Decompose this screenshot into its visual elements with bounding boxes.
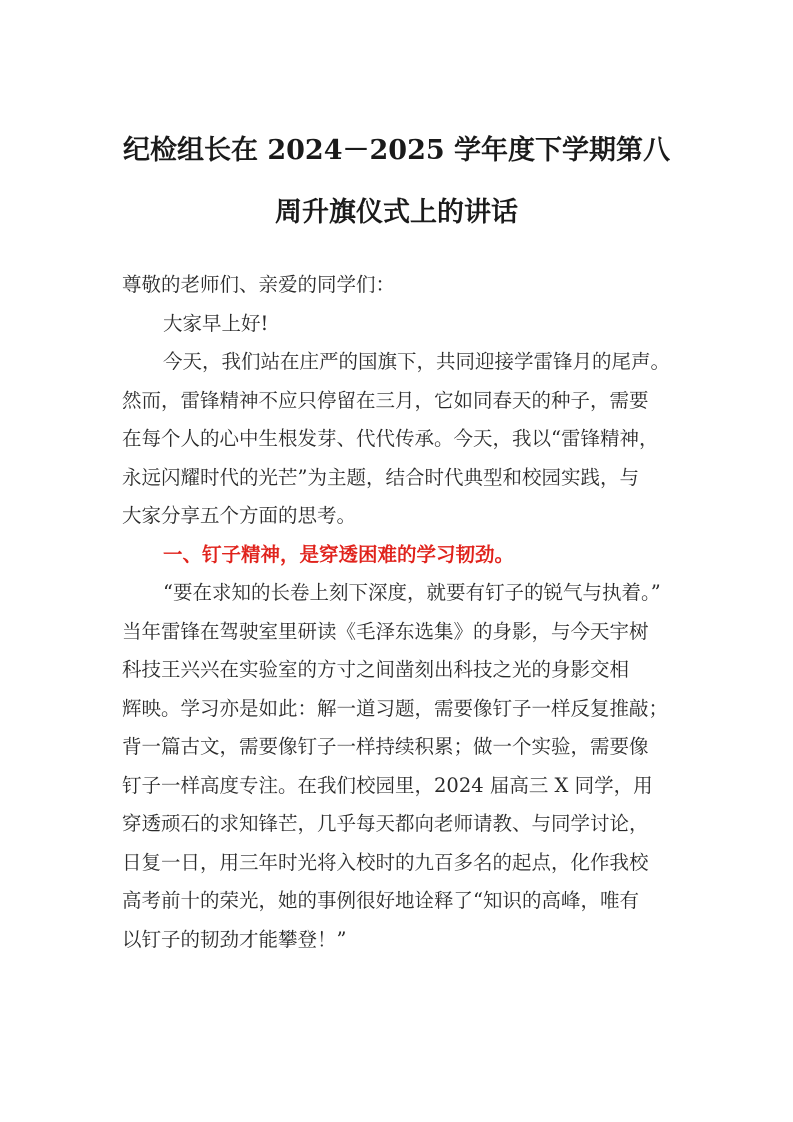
- section-line: 钉子一样高度专注。在我们校园里，2024 届高三 X 同学，用: [122, 773, 653, 797]
- document-title-line-1: 纪检组长在 2024－2025 学年度下学期第八: [122, 135, 671, 166]
- section-line: 当年雷锋在驾驶室里研读《毛泽东选集》的身影，与今天宇树: [122, 619, 649, 643]
- salutation: 尊敬的老师们、亲爱的同学们：: [122, 273, 396, 296]
- greeting: 大家早上好!: [163, 311, 269, 335]
- section-line: 科技王兴兴在实验室的方寸之间凿刻出科技之光的身影交相: [122, 658, 630, 681]
- section-line: 背一篇古文，需要像钉子一样持续积累；做一个实验，需要像: [122, 735, 649, 758]
- section-line: 穿透顽石的求知锋芒，几乎每天都向老师请教、与同学讨论，: [122, 812, 649, 835]
- section-heading: 一、钉子精神，是穿透困难的学习韧劲。: [163, 542, 515, 566]
- intro-line: 在每个人的心中生根发芽、代代传承。今天，我以“雷锋精神，: [122, 427, 659, 450]
- section-line: 日复一日，用三年时光将入校时的九百多名的起点，化作我校: [122, 850, 649, 874]
- document-body: [122, 266, 682, 959]
- section-line: “要在求知的长卷上刻下深度，就要有钉子的锐气与执着。”: [163, 581, 661, 604]
- section-line: 以钉子的韧劲才能攀登！”: [122, 927, 347, 951]
- section-line: 辉映。学习亦是如此：解一道习题，需要像钉子一样反复推敲；: [122, 696, 669, 720]
- intro-line: 永远闪耀时代的光芒”为主题，结合时代典型和校园实践，与: [122, 465, 639, 489]
- section-line: 高考前十的荣光，她的事例很好地诠释了“知识的高峰，唯有: [122, 889, 639, 912]
- intro-line: 大家分享五个方面的思考。: [122, 504, 357, 527]
- intro-line: 然而，雷锋精神不应只停留在三月，它如同春天的种子，需要: [122, 388, 649, 412]
- intro-line: 今天，我们站在庄严的国旗下，共同迎接学雷锋月的尾声。: [163, 350, 671, 373]
- document-title-line-2: 周升旗仪式上的讲话: [275, 197, 518, 228]
